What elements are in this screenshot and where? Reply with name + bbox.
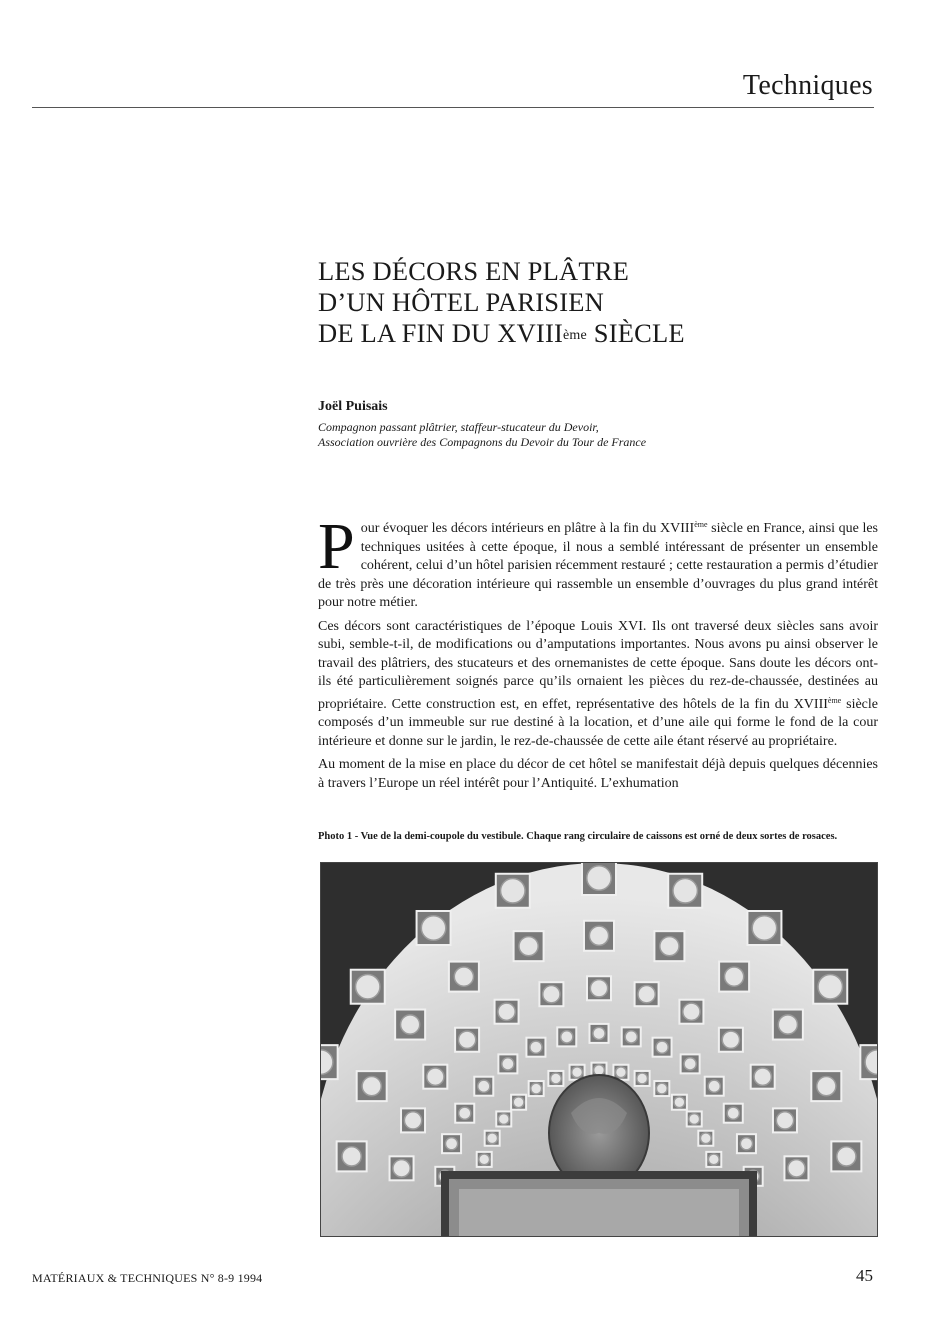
rosette <box>689 1114 700 1125</box>
rosette <box>656 1041 668 1053</box>
rosette <box>342 1147 361 1166</box>
rosette <box>708 1154 719 1165</box>
rosette <box>788 1160 805 1177</box>
rosette <box>479 1154 490 1165</box>
rosette <box>752 916 776 940</box>
rosette <box>454 967 473 986</box>
rosette <box>487 1133 498 1144</box>
rosette <box>817 1077 836 1096</box>
rosette <box>445 1138 457 1150</box>
title-line-3 <box>318 318 878 354</box>
rosette <box>590 980 607 997</box>
section-header: Techniques <box>742 70 873 101</box>
rosette <box>776 1112 793 1129</box>
rosette <box>458 1031 475 1048</box>
affiliation-line-2: Association ouvrière des Compagnons du Devoir du Tour de France <box>318 435 647 449</box>
page-number: 45 <box>856 1266 873 1285</box>
paragraph-1-b: siècle en France, ainsi que les techniques usitées à cette époque, il nous a semblé intéressant de présenter un ensemble cohérent, celui d’un hôtel parisien récemment restauré ; cette restauration a permis d’étudier de très près une décoration intérieure qui rassemble un ensemble d’ouvrages du plus grand intérêt pour notre métier. <box>318 521 878 610</box>
rosette <box>700 1133 711 1144</box>
rosette <box>837 1147 856 1166</box>
drop-cap: P <box>318 510 355 583</box>
rosette <box>478 1080 490 1092</box>
rosette <box>530 1041 542 1053</box>
rosette <box>362 1077 381 1096</box>
paragraph-2 <box>318 618 878 752</box>
rosette <box>543 986 560 1003</box>
rosette <box>498 1114 509 1125</box>
title-line-3-pre: DE LA FIN DU XVIII <box>318 318 564 348</box>
rosette <box>421 916 445 940</box>
rosette <box>616 1067 627 1078</box>
title-line-3-post: SIÈCLE <box>586 318 685 348</box>
rosette <box>498 1003 515 1020</box>
author-name: Joël Puisais <box>318 399 388 414</box>
rosette <box>572 1067 583 1078</box>
journal-reference: MATÉRIAUX & TECHNIQUES N° 8-9 1994 <box>32 1271 263 1285</box>
paragraph-2-sup: ème <box>827 695 842 705</box>
affiliation-line-1: Compagnon passant plâtrier, staffeur-stucateur du Devoir, <box>318 420 599 434</box>
rosette <box>684 1058 696 1070</box>
rosette <box>459 1107 471 1119</box>
rosette <box>725 967 744 986</box>
rosette <box>502 1058 514 1070</box>
rosette <box>740 1138 752 1150</box>
rosette <box>673 879 697 903</box>
rosette <box>550 1073 561 1084</box>
paragraph-2-a: Ces décors sont caractéristiques de l’époque Louis XVI. Ils ont traversé deux siècles sans avoir subi, semble-t-il, de modifications ou d’amputations importantes. Nous avons pu ainsi observer le travail des plâtriers, des stucateurs et des ornemanistes de cette époque. Sans doute les décors ont-ils été particulièrement soignés parce qu’ils ornaient les pièces du rez-de-chaussée, destinées au propriétaire. Cette construction est, en effet, représentative des hôtels de la fin du XVIII <box>318 618 878 712</box>
rosette <box>656 1083 667 1094</box>
title-line-2: D’UN HÔTEL PARISIEN <box>318 287 604 317</box>
rosette <box>674 1097 685 1108</box>
rosette <box>708 1080 720 1092</box>
paragraph-2-b: siècle composés d’un immeuble sur rue destiné à la location, et d’une aile qui forme le fond de la cour intérieure et donne sur le jardin, le rez-de-chaussée de cette aile étant réservé au propriétaire. <box>318 696 878 749</box>
paragraph-1-a: our évoquer les décors intérieurs en plâtre à la fin du XVIII <box>360 521 695 536</box>
rosette <box>637 1073 648 1084</box>
rosette <box>625 1031 637 1043</box>
paragraph-1 <box>318 510 878 613</box>
article-title <box>318 256 878 354</box>
rosette <box>818 974 842 998</box>
rosette <box>587 866 611 890</box>
rosette <box>594 1065 605 1076</box>
title-line-1: LES DÉCORS EN PLÂTRE <box>318 256 629 286</box>
rosette <box>727 1107 739 1119</box>
author-affiliation <box>318 420 878 450</box>
rosette <box>561 1031 573 1043</box>
photo-caption: Photo 1 - Vue de la demi-coupole du vestibule. Chaque rang circulaire de caissons est orné de deux sortes de rosaces. <box>318 831 838 842</box>
rosette <box>393 1160 410 1177</box>
rosette <box>427 1068 444 1085</box>
article-body <box>318 510 878 798</box>
photo-dome <box>320 862 878 1237</box>
rosette <box>722 1031 739 1048</box>
rosette <box>401 1015 420 1034</box>
title-line-3-sup: ème <box>563 328 587 343</box>
rosette <box>683 1003 700 1020</box>
rosette <box>356 974 380 998</box>
paragraph-3: Au moment de la mise en place du décor de cet hôtel se manifestait déjà depuis quelques décennies à travers l’Europe un réel intérêt pour l’Antiquité. L’exhumation <box>318 757 878 791</box>
rosette <box>593 1027 605 1039</box>
rosette <box>404 1112 421 1129</box>
header-rule <box>32 107 874 108</box>
paragraph-1-sup: ème <box>694 520 708 529</box>
rosette <box>501 879 525 903</box>
rosette <box>513 1097 524 1108</box>
rosette <box>778 1015 797 1034</box>
dome-illustration <box>321 863 877 1236</box>
rosette <box>589 926 608 945</box>
rosette <box>660 937 679 956</box>
rosette <box>519 937 538 956</box>
rosette <box>638 986 655 1003</box>
rosette <box>531 1083 542 1094</box>
rosette <box>754 1068 771 1085</box>
